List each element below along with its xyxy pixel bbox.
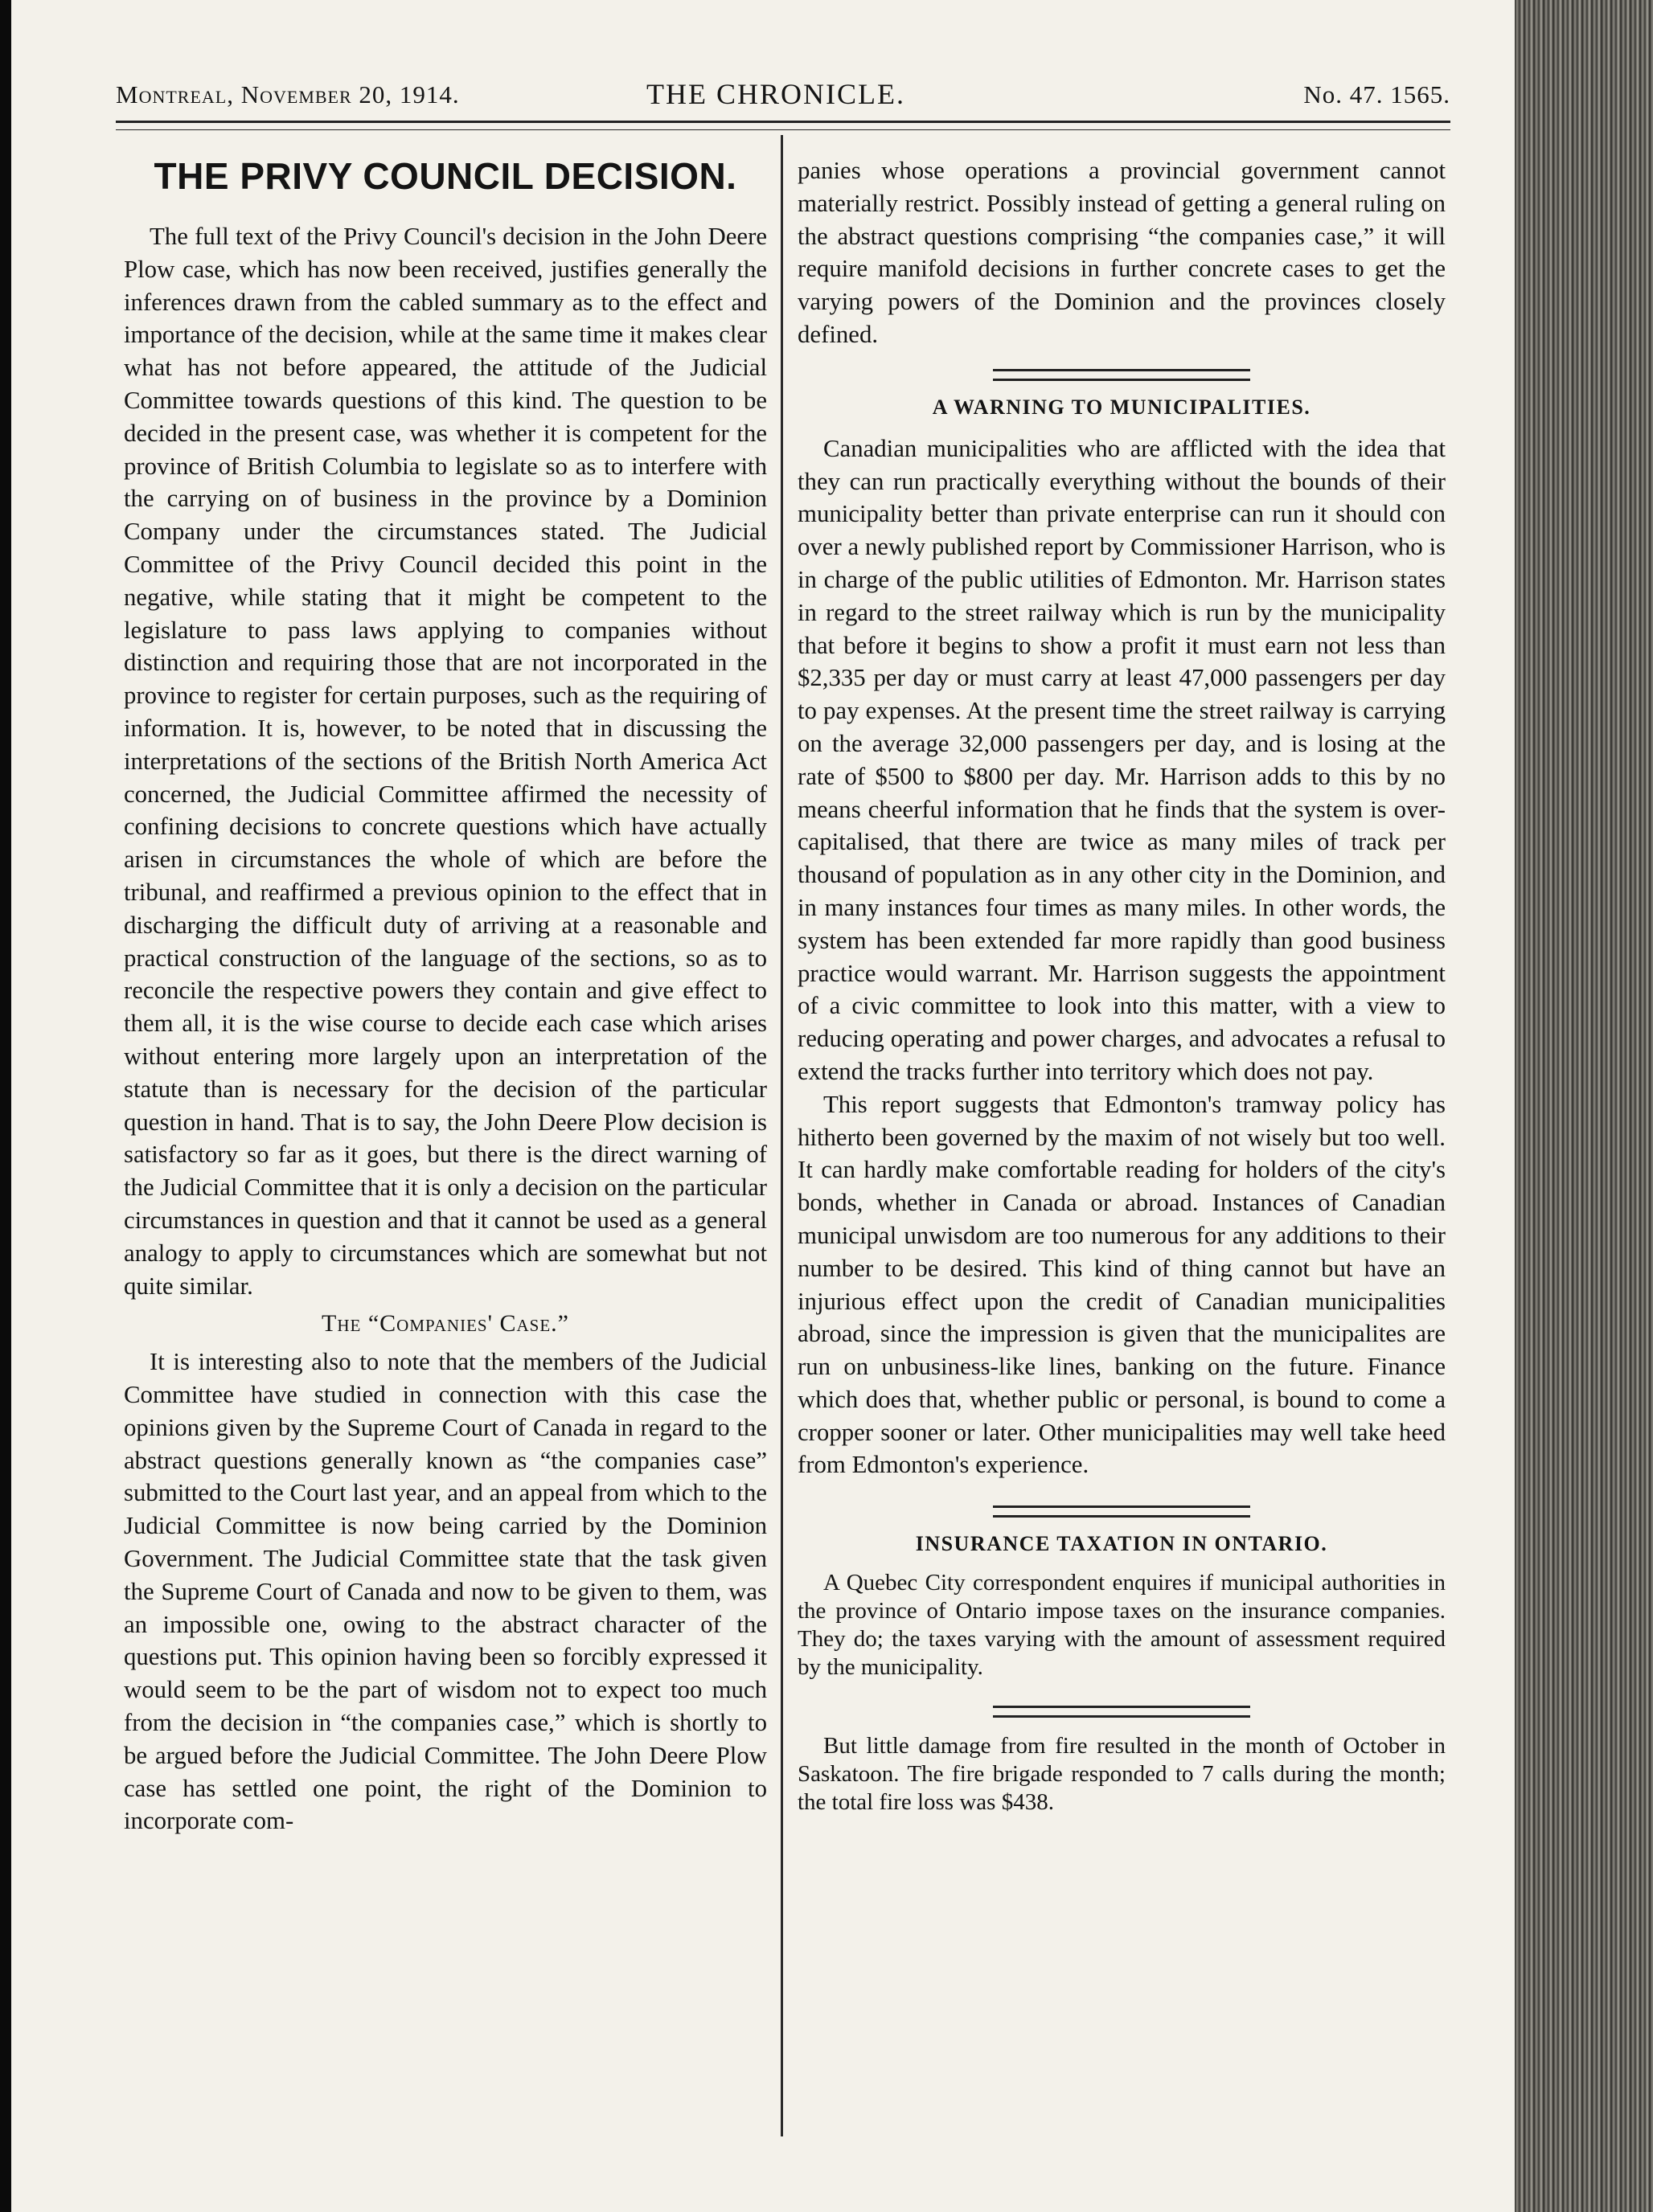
article-paragraph: But little damage from fire resulted in the month of October in Saskatoon. The fire brigade responded to 7 calls during the month; the total fire loss was $438. <box>798 1733 1446 1816</box>
column-divider <box>781 135 783 2136</box>
article-paragraph: The full text of the Privy Council's decision in the John Deere Plow case, which has now been received, justifies generally the inferences drawn from the cabled summary as to the effect and importance of the decision, while at the same time it makes clear what has not before appeared, the attitude of the Judicial Committee towards questions of this kind. The question to be decided in the present case, was whether it is competent for the province of British Columbia to legislate so as to interfere with the carrying on of business in the province by a Dominion Company under the circumstances stated. The Judicial Committee of the Privy Council decided this point in the negative, while stating that it might be competent to the legislature to pass laws applying to companies without distinction and requiring those that are not incorporated in the province to register for certain purposes, such as the requiring of information. It is, however, to be noted that in discussing the interpretations of the sections of the British North America Act concerned, the Judicial Committee affirmed the necessity of confining decisions to concrete questions which have actually arisen in circumstances the whole of which are before the tribunal, and reaffirmed a previous opinion to the effect that in discharging the difficult duty of arriving at a reasonable and practical construction of the language of the sections, so as to reconcile the respective powers they contain and give effect to them all, it is the wise course to decide each case which arises without entering more largely upon an interpretation of the statute than is necessary for the decision of the particular question in hand. That is to say, the John Deere Plow decision is satisfactory so far as it goes, but there is the direct warning of the Judicial Committee that it is only a decision on the particular circumstances in question and that it cannot be used as a general analogy to apply to circumstances which are somewhat but not quite similar. <box>124 223 767 1300</box>
header-page-number: No. 47. 1565. <box>1303 80 1450 109</box>
article-paragraph: Canadian municipalities who are afflicted with the idea that they can run practically everything without the bounds of their municipality better than private enterprise can run it should con over a newly published report by Commissioner Harrison, who is in charge of the public utilities of Edmonton. Mr. Harrison states in regard to the street railway which is run by the municipality that before it begins to show a profit it must earn not less than $2,335 per day or must carry at least 47,000 passengers per day to pay expenses. At the present time the street railway is carrying on the average 32,000 passengers per day, and is losing at the rate of $500 to $800 per day. Mr. Harrison adds to this by no means cheerful information that he finds that the system is over-capitalised, that there are twice as many miles of track per thousand of population as in any other city in the Dominion, and in many instances four times as many miles. In other words, the system has been extended far more rapidly than good business practice would warrant. Mr. Harrison suggests the appointment of a civic committee to look into this matter, with a view to reducing operating and power charges, and advocates a refusal to extend the tracks further into territory which does not pay. <box>798 434 1446 1085</box>
section-divider <box>993 1505 1250 1518</box>
article-title-warning: A WARNING TO MUNICIPALITIES. <box>932 395 1311 419</box>
article-continuation: panies whose operations a provincial government cannot materially restrict. Possibly instead of getting a general ruling on the abstract questions comprising “the companies case,” it will require manifold decisions in further concrete cases to get the varying powers of the Dominion and the provinces closely defined. <box>798 157 1446 348</box>
article-paragraph: It is interesting also to note that the members of the Judicial Committee have studied in connection with this case the opinions given by the Supreme Court of Canada in regard to the abstract questions generally known as “the companies case” submitted to the Court last year, and an appeal from which to the Judicial Committee is now being carried by the Dominion Government. The Judicial Committee state that the task given the Supreme Court of Canada and now to be given to them, was an impossible one, owing to the abstract character of the questions put. This opinion having been so forcibly expressed it would seem to be the part of wisdom not to expect too much from the decision in “the companies case,” which is shortly to be argued before the Judicial Committee. The John Deere Plow case has settled one point, the right of the Dominion to incorporate com- <box>124 1348 767 1835</box>
article-paragraph: A Quebec City correspondent enquires if municipal authorities in the province of Ontario impose taxes on the insurance companies. They do; the taxes varying with the amount of assessment required by the municipality. <box>798 1570 1446 1681</box>
book-page-edges <box>1515 0 1653 2212</box>
right-column <box>798 154 1446 1817</box>
article-subheading: The “Companies' Case.” <box>322 1310 569 1337</box>
section-divider <box>993 1706 1250 1718</box>
section-divider <box>993 369 1250 381</box>
left-column <box>124 154 767 1837</box>
header-date: Montreal, November 20, 1914. <box>116 80 460 109</box>
header-rule <box>116 121 1450 130</box>
newspaper-page <box>11 0 1515 2212</box>
article-paragraph: This report suggests that Edmonton's tramway policy has hitherto been governed by the maxim of not wisely but too well. It can hardly make comfortable reading for holders of the city's bonds, whether in Canada or abroad. Instances of Canadian municipal unwisdom are too numerous for any additions to their number to be desired. This kind of thing cannot but have an injurious effect upon the credit of Canadian municipalities abroad, since the impression is given that the municipalites are run on unbusiness-like lines, banking on the future. Finance which does that, whether public or personal, is bound to come a cropper sooner or later. Other municipalities may well take heed from Edmonton's experience. <box>798 1090 1446 1479</box>
article-title-insurance: INSURANCE TAXATION IN ONTARIO. <box>915 1532 1328 1556</box>
article-title-privy-council: THE PRIVY COUNCIL DECISION. <box>154 155 737 197</box>
running-head <box>116 74 1450 113</box>
header-publication: THE CHRONICLE. <box>646 78 905 110</box>
